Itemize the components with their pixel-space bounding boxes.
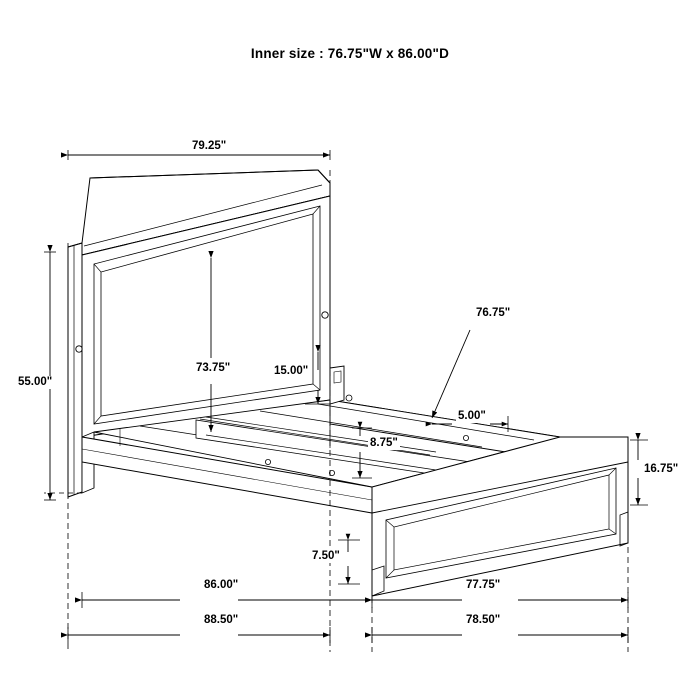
dimension-label-headboard-to-rail: 15.00" [274,365,309,377]
dimension-label-inner-width: 76.75" [476,307,511,319]
dimension-label-headboard-width: 79.25" [192,140,227,152]
page-title: Inner size : 76.75"W x 86.00"D [250,46,450,61]
dimension-label-inner-depth-right: 77.75" [466,579,501,591]
dimension-label-footboard-height: 16.75" [644,463,679,475]
dimension-label-overall-height: 55.00" [18,376,53,388]
dimension-label-headboard-panel-height: 73.75" [196,362,231,374]
dimension-label-deck-height: 8.75" [370,437,398,449]
dimension-label-inner-depth-left: 86.00" [204,579,239,591]
dimension-label-overall-depth-left: 88.50" [204,614,239,626]
dimension-label-side-rail-thickness: 5.00" [458,410,486,422]
dimension-label-floor-clearance: 7.50" [312,550,340,562]
dimension-label-overall-depth-right: 78.50" [466,614,501,626]
